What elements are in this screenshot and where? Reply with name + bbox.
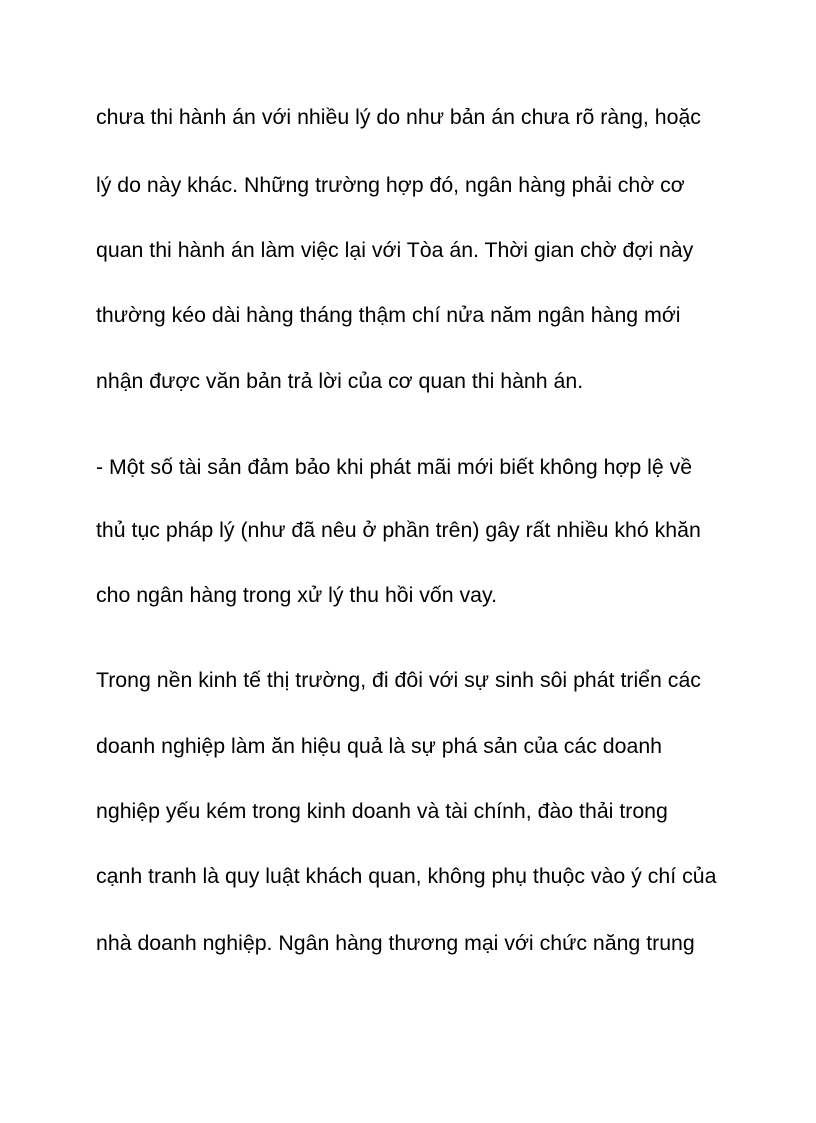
text-line: nhận được văn bản trả lời của cơ quan thi hành án. xyxy=(96,369,584,393)
text-line: quan thi hành án làm việc lại với Tòa án. Thời gian chờ đợi này xyxy=(96,238,694,262)
text-line: cạnh tranh là quy luật khách quan, không phụ thuộc vào ý chí của xyxy=(96,864,717,888)
text-line: cho ngân hàng trong xử lý thu hồi vốn vay. xyxy=(96,583,498,607)
text-line: - Một số tài sản đảm bảo khi phát mãi mới biết không hợp lệ về xyxy=(96,455,693,479)
text-line: lý do này khác. Những trường hợp đó, ngân hàng phải chờ cơ xyxy=(96,173,685,197)
text-line: doanh nghiệp làm ăn hiệu quả là sự phá sản của các doanh xyxy=(96,734,663,758)
text-line: nghiệp yếu kém trong kinh doanh và tài chính, đào thải trong xyxy=(96,799,668,823)
text-line: thủ tục pháp lý (như đã nêu ở phần trên) gây rất nhiều khó khăn xyxy=(96,518,701,542)
text-line: thường kéo dài hàng tháng thậm chí nửa năm ngân hàng mới xyxy=(96,303,681,327)
text-line: Trong nền kinh tế thị trường, đi đôi với sự sinh sôi phát triển các xyxy=(96,668,701,692)
text-line: nhà doanh nghiệp. Ngân hàng thương mại với chức năng trung xyxy=(96,931,695,955)
text-line: chưa thi hành án với nhiều lý do như bản án chưa rõ ràng, hoặc xyxy=(96,105,701,129)
